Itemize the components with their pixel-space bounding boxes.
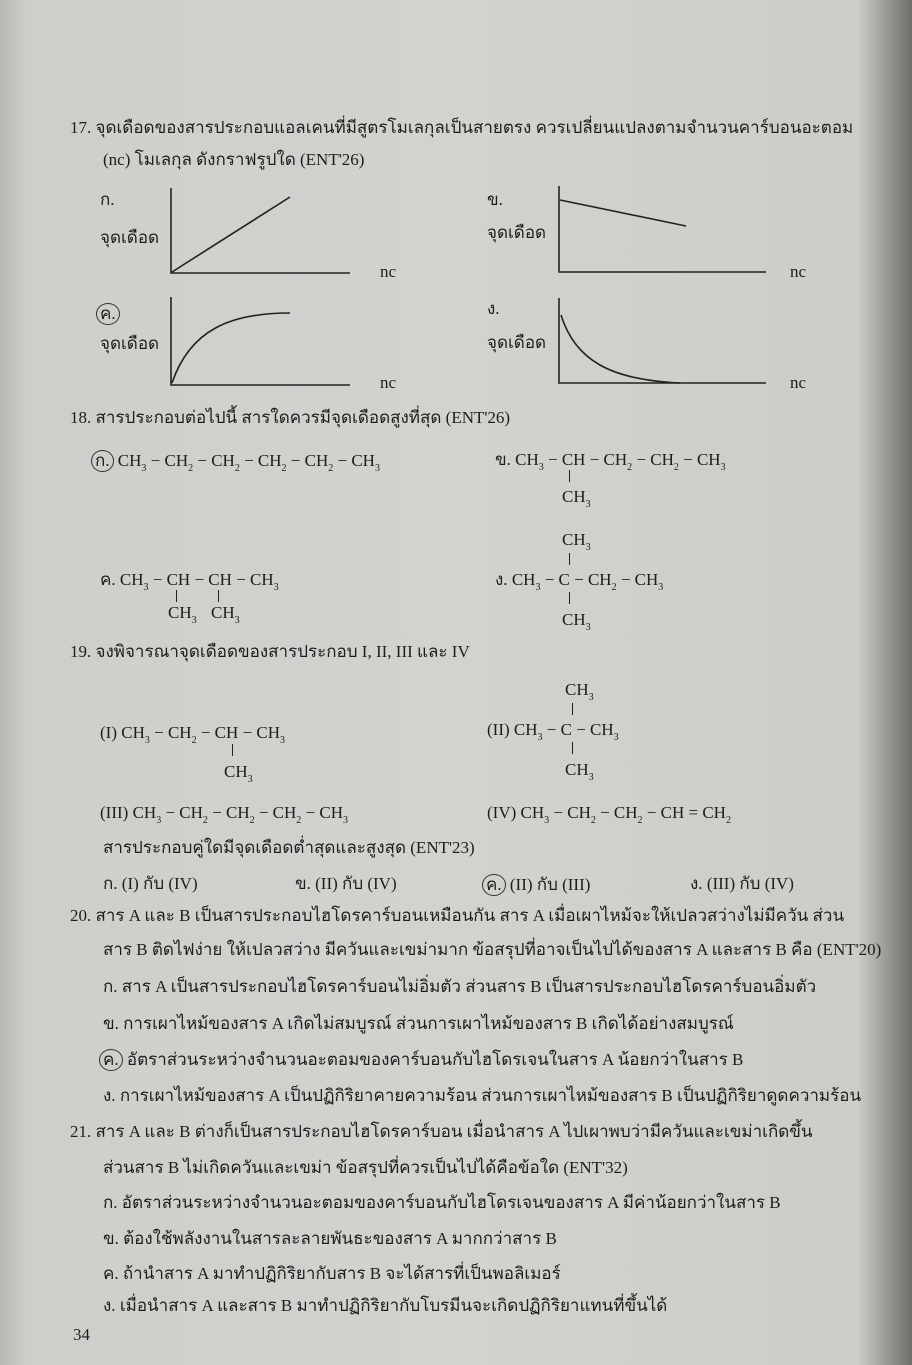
graph-a-axes xyxy=(171,188,350,273)
branch: $CH_3$ xyxy=(168,603,197,626)
branch: $CH_3$ xyxy=(565,760,594,783)
answer-circle: ค. xyxy=(99,1049,123,1071)
graph-d xyxy=(559,298,766,383)
q21-option-c xyxy=(103,1264,561,1284)
formula: $CH_3$ − CH − $CH_2 - CH_2 - CH_3$ xyxy=(515,450,726,473)
q20-option-b xyxy=(103,1014,734,1034)
graph-b-label: ข. xyxy=(487,190,503,209)
compound-label: (III) xyxy=(100,803,129,822)
branch: $CH_3$ xyxy=(211,603,240,626)
graph-d-xlabel: nc xyxy=(790,373,807,392)
option-label: ง. xyxy=(103,1296,116,1315)
option-label: ก. xyxy=(103,977,118,996)
q21-option-b xyxy=(103,1229,557,1249)
q21-stem-line1: 21. สาร A และ B ต่างก็เป็นสารประกอบไฮโดรคาร์บอน เมื่อนำสาร A ไปเผาพบว่ามีควันและเขม่าเกิดขึ้น xyxy=(70,1122,813,1141)
graph-b-axes xyxy=(559,186,766,272)
graph-c-curve xyxy=(172,313,290,383)
branch: $CH_3$ xyxy=(565,680,594,703)
q18-option-b xyxy=(495,450,726,478)
branch: $CH_3$ xyxy=(224,762,253,785)
bond-line xyxy=(572,742,573,754)
graph-d-axes xyxy=(559,298,766,383)
q20-option-a xyxy=(103,977,816,997)
answer-circle: ก. xyxy=(91,450,114,472)
q21-option-d xyxy=(103,1296,667,1316)
q20-stem-line1: 20. สาร A และ B เป็นสารประกอบไฮโดรคาร์บอนเหมือนกัน สาร A เมื่อเผาไหม้จะให้เปลวสว่างไม่มีควัน ส่วน xyxy=(70,906,845,925)
option-label: ก. xyxy=(103,1193,118,1212)
formula: $CH_3 - CH_2 - CH_2 - CH_2 - CH_3$ xyxy=(132,803,348,826)
option-text: (II) กับ (IV) xyxy=(315,874,397,893)
graph-a-xlabel: nc xyxy=(380,262,397,281)
graph-c-xlabel: nc xyxy=(380,373,397,392)
branch: $CH_3$ xyxy=(562,610,591,633)
option-label: ก. xyxy=(103,874,118,893)
option-label: ง. xyxy=(495,570,508,589)
option-text: ถ้านำสาร A มาทำปฏิกิริยากับสาร B จะได้สารที่เป็นพอลิเมอร์ xyxy=(122,1264,561,1283)
formula: $CH_3 - CH_2$ − CH − $CH_3$ xyxy=(121,723,285,746)
formula: $CH_3 - CH_2 - CH_2 - CH_2 - CH_2 - CH_3$ xyxy=(117,451,380,474)
option-text: อัตราส่วนระหว่างจำนวนอะตอมของคาร์บอนกับไฮโดรเจนในสาร A น้อยกว่าในสาร B xyxy=(126,1050,744,1069)
compound-label: (II) xyxy=(487,720,510,739)
graph-d-curve xyxy=(561,315,680,383)
option-label: ข. xyxy=(295,874,311,893)
graph-c xyxy=(171,297,350,385)
option-text: การเผาไหม้ของสาร A เป็นปฏิกิริยาคายความร้อน ส่วนการเผาไหม้ของสาร B เป็นปฏิกิริยาดูดความร้อน xyxy=(119,1086,862,1105)
option-text: (III) กับ (IV) xyxy=(706,874,794,893)
compound-iii xyxy=(100,803,348,831)
q19-question: สารประกอบคู่ใดมีจุดเดือดต่ำสุดและสูงสุด (ENT'23) xyxy=(103,838,475,857)
graph-a-ylabel: จุดเดือด xyxy=(100,228,160,247)
q17-stem-line1: 17. จุดเดือดของสารประกอบแอลเคนที่มีสูตรโมเลกุลเป็นสายตรง ควรเปลี่ยนแปลงตามจำนวนคาร์บอนอะตอม xyxy=(70,118,854,137)
option-label: ข. xyxy=(103,1014,119,1033)
option-label: ข. xyxy=(103,1229,119,1248)
q19-option-c xyxy=(486,874,590,896)
option-text: ต้องใช้พลังงานในสารละลายพันธะของสาร A มากกว่าสาร B xyxy=(123,1229,557,1248)
bond-line xyxy=(569,470,570,482)
q18-option-d xyxy=(495,570,663,598)
graph-a xyxy=(171,188,350,273)
q21-option-a xyxy=(103,1193,781,1213)
compound-i xyxy=(100,723,285,751)
q19-stem: 19. จงพิจารณาจุดเดือดของสารประกอบ I, II, III และ IV xyxy=(70,642,470,661)
option-text: (II) กับ (III) xyxy=(509,875,591,894)
q19-option-d xyxy=(690,874,794,894)
option-text: การเผาไหม้ของสาร A เกิดไม่สมบูรณ์ ส่วนการเผาไหม้ของสาร B เกิดได้อย่างสมบูรณ์ xyxy=(123,1014,734,1033)
formula: $CH_3 - CH_2 - CH_2$ − CH = $CH_2$ xyxy=(520,803,731,826)
q20-stem-line2: สาร B ติดไฟง่าย ให้เปลวสว่าง มีควันและเขม่ามาก ข้อสรุปที่อาจเป็นไปได้ของสาร A และสาร B คือ (ENT'20) xyxy=(103,940,882,959)
graph-c-ylabel: จุดเดือด xyxy=(100,334,160,353)
q18-option-c xyxy=(100,570,279,598)
q17-graphs xyxy=(0,0,912,420)
compound-ii xyxy=(487,720,619,748)
graph-d-label: ง. xyxy=(487,299,500,318)
graph-d-ylabel: จุดเดือด xyxy=(487,333,547,352)
q21-stem-line2: ส่วนสาร B ไม่เกิดควันและเขม่า ข้อสรุปที่ควรเป็นไปได้คือข้อใด (ENT'32) xyxy=(103,1158,628,1177)
q19-option-a xyxy=(103,874,198,894)
graph-a-curve xyxy=(172,197,290,272)
option-label: ง. xyxy=(103,1086,116,1105)
graph-b xyxy=(559,186,766,272)
bond-line xyxy=(176,590,177,602)
formula: $CH_3 - C - CH_3$ xyxy=(513,720,619,743)
option-label: ค. xyxy=(100,570,116,589)
option-text: เมื่อนำสาร A และสาร B มาทำปฏิกิริยากับโบรมีนจะเกิดปฏิกิริยาแทนที่ขึ้นได้ xyxy=(119,1296,668,1315)
option-label: ข. xyxy=(495,450,511,469)
formula: $CH_3 - C - CH_2 - CH_3$ xyxy=(511,570,664,593)
q18-stem: 18. สารประกอบต่อไปนี้ สารใดควรมีจุดเดือดสูงที่สุด (ENT'26) xyxy=(70,408,511,427)
branch: $CH_3$ xyxy=(562,487,591,510)
compound-label: (I) xyxy=(100,723,117,742)
compound-iv xyxy=(487,803,731,831)
q17-stem-line2: (nc) โมเลกุล ดังกราฟรูปใด (ENT'26) xyxy=(103,150,365,169)
answer-circle: ค. xyxy=(482,874,506,896)
answer-circle: ค. xyxy=(96,303,120,325)
option-label: ค. xyxy=(103,1264,119,1283)
q18-option-a xyxy=(95,450,380,479)
formula: $CH_3$ − CH − CH − $CH_3$ xyxy=(119,570,279,593)
bond-line xyxy=(218,590,219,602)
q19-option-b xyxy=(295,874,397,894)
graph-b-curve xyxy=(560,200,686,226)
q20-option-d xyxy=(103,1086,861,1106)
bond-line xyxy=(569,553,570,565)
option-label: ง. xyxy=(690,874,703,893)
option-text: (I) กับ (IV) xyxy=(121,874,198,893)
bond-line xyxy=(232,744,233,756)
bond-line xyxy=(569,592,570,604)
graph-b-xlabel: nc xyxy=(790,262,807,281)
q20-option-c xyxy=(103,1049,743,1071)
compound-label: (IV) xyxy=(487,803,517,822)
option-text: อัตราส่วนระหว่างจำนวนอะตอมของคาร์บอนกับไฮโดรเจนของสาร A มีค่าน้อยกว่าในสาร B xyxy=(121,1193,781,1212)
option-text: สาร A เป็นสารประกอบไฮโดรคาร์บอนไม่อิ่มตัว ส่วนสาร B เป็นสารประกอบไฮโดรคาร์บอนอิ่มตัว xyxy=(121,977,817,996)
graph-b-ylabel: จุดเดือด xyxy=(487,223,547,242)
branch: $CH_3$ xyxy=(562,530,591,553)
bond-line xyxy=(572,703,573,715)
page-number: 34 xyxy=(73,1325,90,1344)
graph-a-label: ก. xyxy=(100,190,115,209)
